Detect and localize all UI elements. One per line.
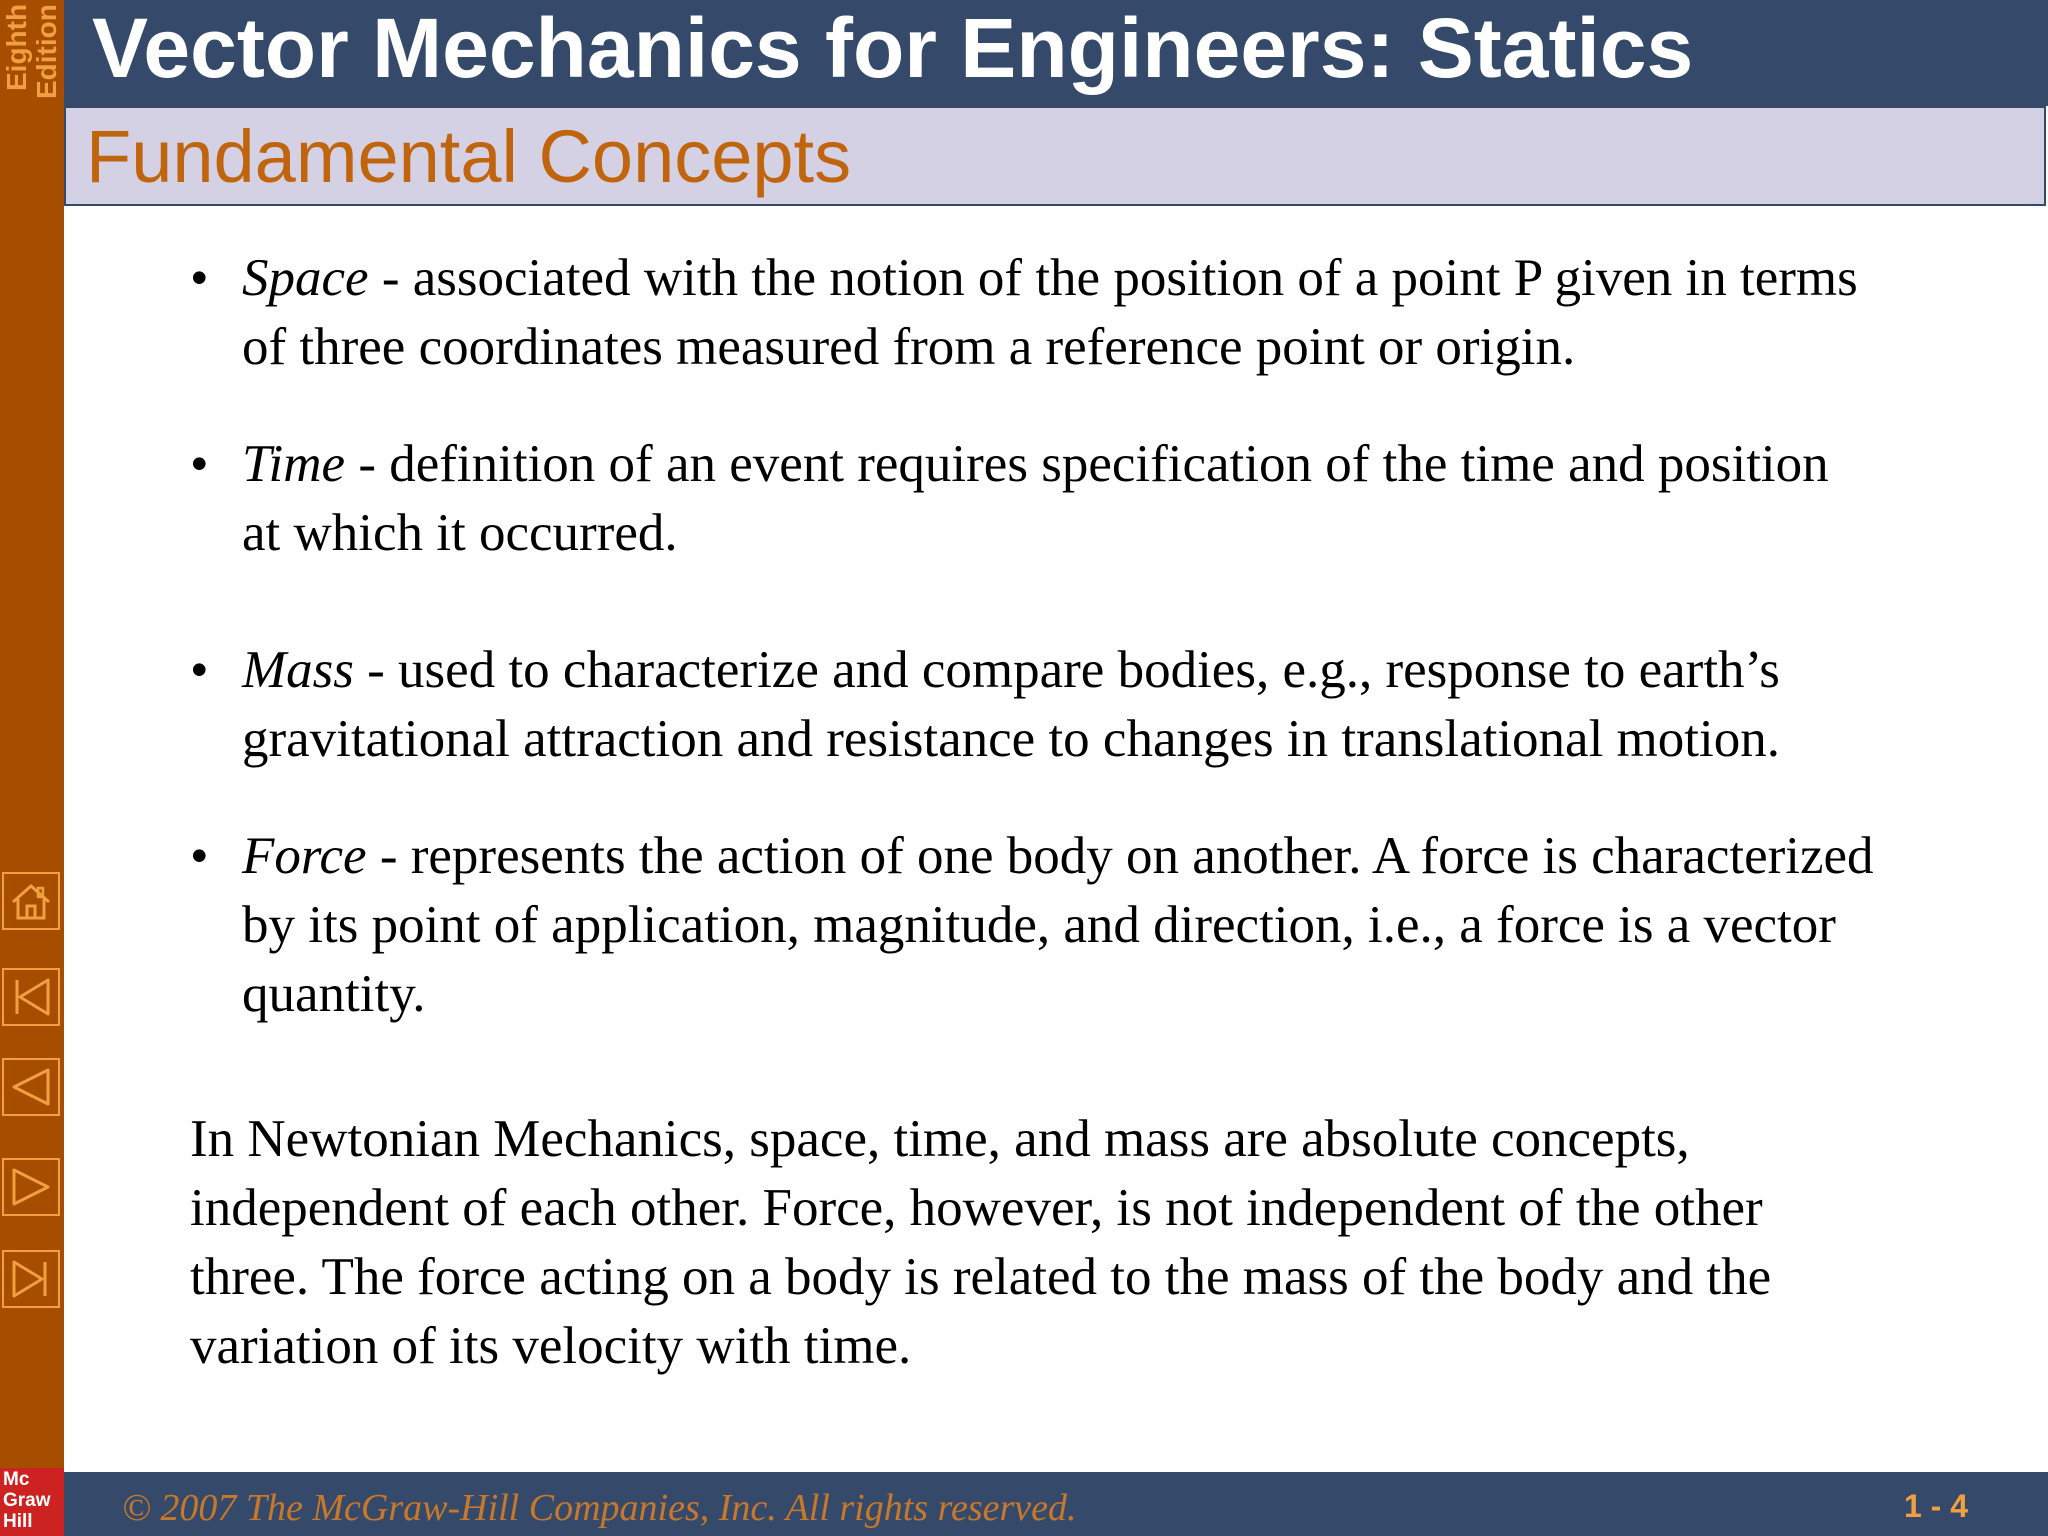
slide-subtitle: Fundamental Concepts xyxy=(86,115,852,198)
bullet-force xyxy=(190,822,1880,1029)
home-icon xyxy=(8,878,54,924)
sidebar xyxy=(0,0,64,1536)
page-title: Vector Mechanics for Engineers: Statics xyxy=(92,1,1694,95)
bullet-term: Time xyxy=(242,435,346,493)
last-slide-icon xyxy=(8,1256,54,1302)
logo-line-1: Mc xyxy=(3,1469,30,1490)
bullet-marker: • xyxy=(190,827,209,885)
bullet-term: Space xyxy=(242,249,369,307)
bullet-term: Mass xyxy=(242,641,354,699)
previous-slide-icon xyxy=(8,1064,54,1110)
home-button[interactable] xyxy=(2,872,60,930)
footer-bar xyxy=(64,1472,2048,1536)
edition-label xyxy=(2,4,62,124)
copyright-notice: © 2007 The McGraw-Hill Companies, Inc. All rights reserved. xyxy=(122,1487,1077,1529)
logo-line-2: Graw xyxy=(3,1490,51,1511)
bullet-marker: • xyxy=(190,249,209,307)
bullet-text: - definition of an event requires specification of the time and position at which it occurred. xyxy=(242,435,1829,562)
bullet-mass xyxy=(190,636,1880,774)
bullet-text: - represents the action of one body on another. A force is characterized by its point of application, magnitude, and direction, i.e., a force is a vector quantity. xyxy=(242,827,1874,1023)
next-slide-button[interactable] xyxy=(2,1158,60,1216)
bullet-text: - associated with the notion of the position of a point P given in terms of three coordinates measured from a reference point or origin. xyxy=(242,249,1858,376)
bullet-term: Force xyxy=(242,827,367,885)
page-number: 1 - 4 xyxy=(1903,1488,1968,1524)
bullet-text: - used to characterize and compare bodies, e.g., response to earth’s gravitational attraction and resistance to changes in translational motion. xyxy=(242,641,1780,768)
bullet-time xyxy=(190,430,1880,568)
subtitle-bar xyxy=(64,106,2046,206)
logo-line-3: Hill xyxy=(3,1511,33,1532)
last-slide-button[interactable] xyxy=(2,1250,60,1308)
title-bar xyxy=(64,0,2048,106)
first-slide-button[interactable] xyxy=(2,968,60,1026)
bullet-marker: • xyxy=(190,435,209,493)
previous-slide-button[interactable] xyxy=(2,1058,60,1116)
next-slide-icon xyxy=(8,1164,54,1210)
bullet-space xyxy=(190,244,1880,382)
bullet-marker: • xyxy=(190,641,209,699)
summary-paragraph: In Newtonian Mechanics, space, time, and mass are absolute concepts, independent of each other. Force, however, is not independent of the other three. The force acting on a body is related to the mass of the body and the variation of its velocity with time. xyxy=(190,1110,1772,1375)
mcgraw-hill-logo xyxy=(0,1468,64,1536)
slide-content xyxy=(190,244,1880,1381)
first-slide-icon xyxy=(8,974,54,1020)
edition-text: Eighth Edition xyxy=(1,4,62,99)
